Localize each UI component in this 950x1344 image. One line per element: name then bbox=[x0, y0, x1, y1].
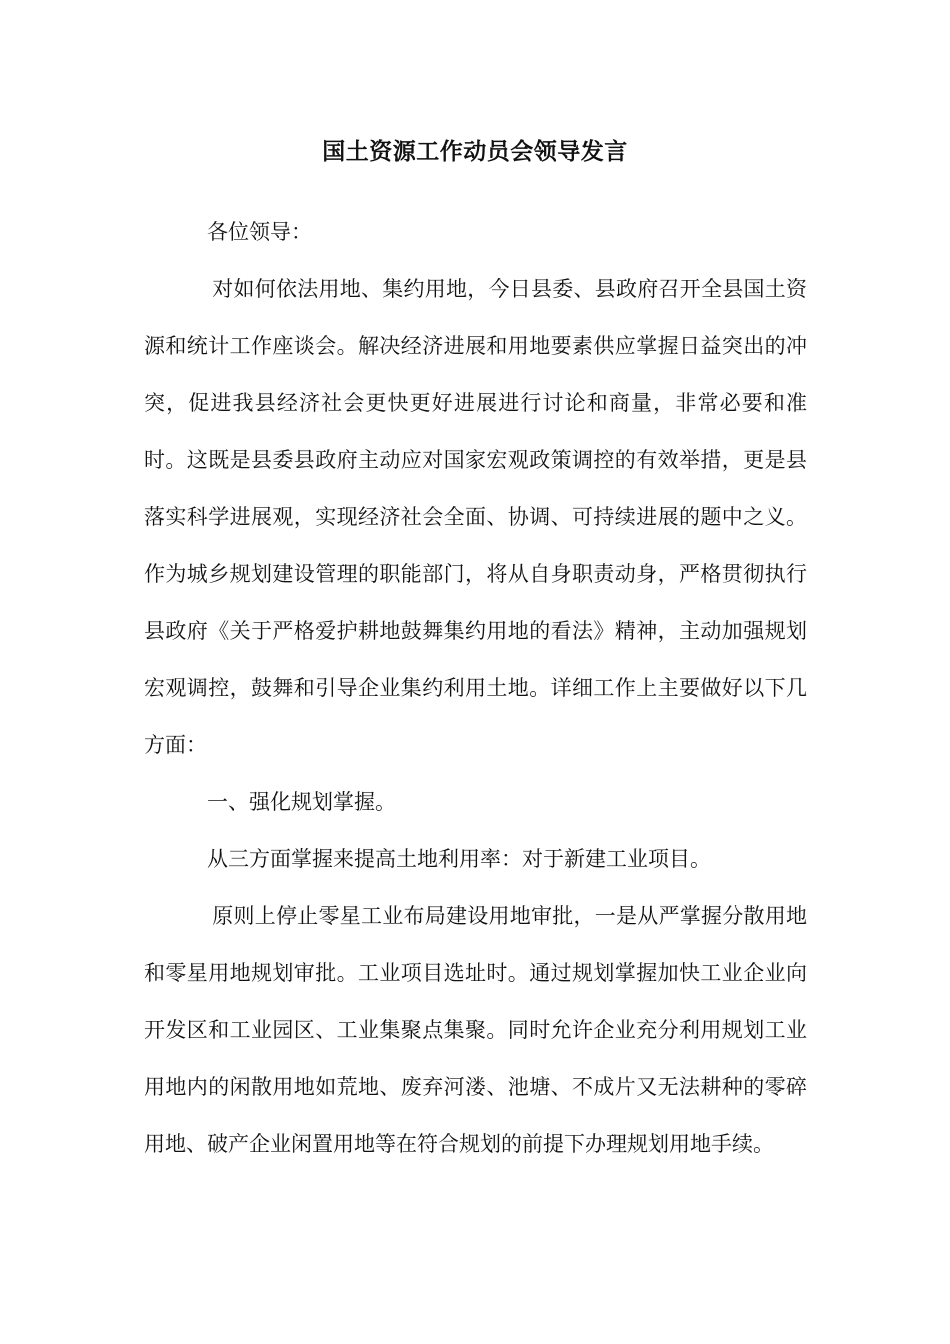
intro-paragraph: 对如何依法用地、集约用地，今日县委、县政府召开全县国土资源和统计工作座谈会。解决经济进展和用地要素供应掌握日益突出的冲突，促进我县经济社会更快更好进展进行讨论和商量，非常必要和准时。这既是县委县政府主动应对国家宏观政策调控的有效举措，更是县落实科学进展观，实现经济社会全面、协调、可持续进展的题中之义。作为城乡规划建设管理的职能部门，将从自身职责动身，严格贯彻执行县政府《关于严格爱护耕地鼓舞集约用地的看法》精神，主动加强规划宏观调控，鼓舞和引导企业集约利用土地。详细工作上主要做好以下几方面： bbox=[144, 277, 807, 757]
document-body bbox=[144, 204, 807, 1173]
principle-paragraph: 原则上停止零星工业布局建设用地审批，一是从严掌握分散用地和零星用地规划审批。工业项目选址时。通过规划掌握加快工业企业向开发区和工业园区、工业集聚点集聚。同时允许企业充分利用规划工业用地内的闲散用地如荒地、废弃河溇、池塘、不成片又无法耕种的零碎用地、破产企业闲置用地等在符合规划的前提下办理规划用地手续。 bbox=[144, 904, 807, 1156]
salutation-paragraph: 各位领导： bbox=[207, 220, 312, 244]
document-title: 国土资源工作动员会领导发言 bbox=[322, 138, 628, 165]
section-intro-paragraph: 从三方面掌握来提高土地利用率：对于新建工业项目。 bbox=[207, 847, 711, 871]
section-heading-paragraph: 一、强化规划掌握。 bbox=[207, 790, 396, 814]
